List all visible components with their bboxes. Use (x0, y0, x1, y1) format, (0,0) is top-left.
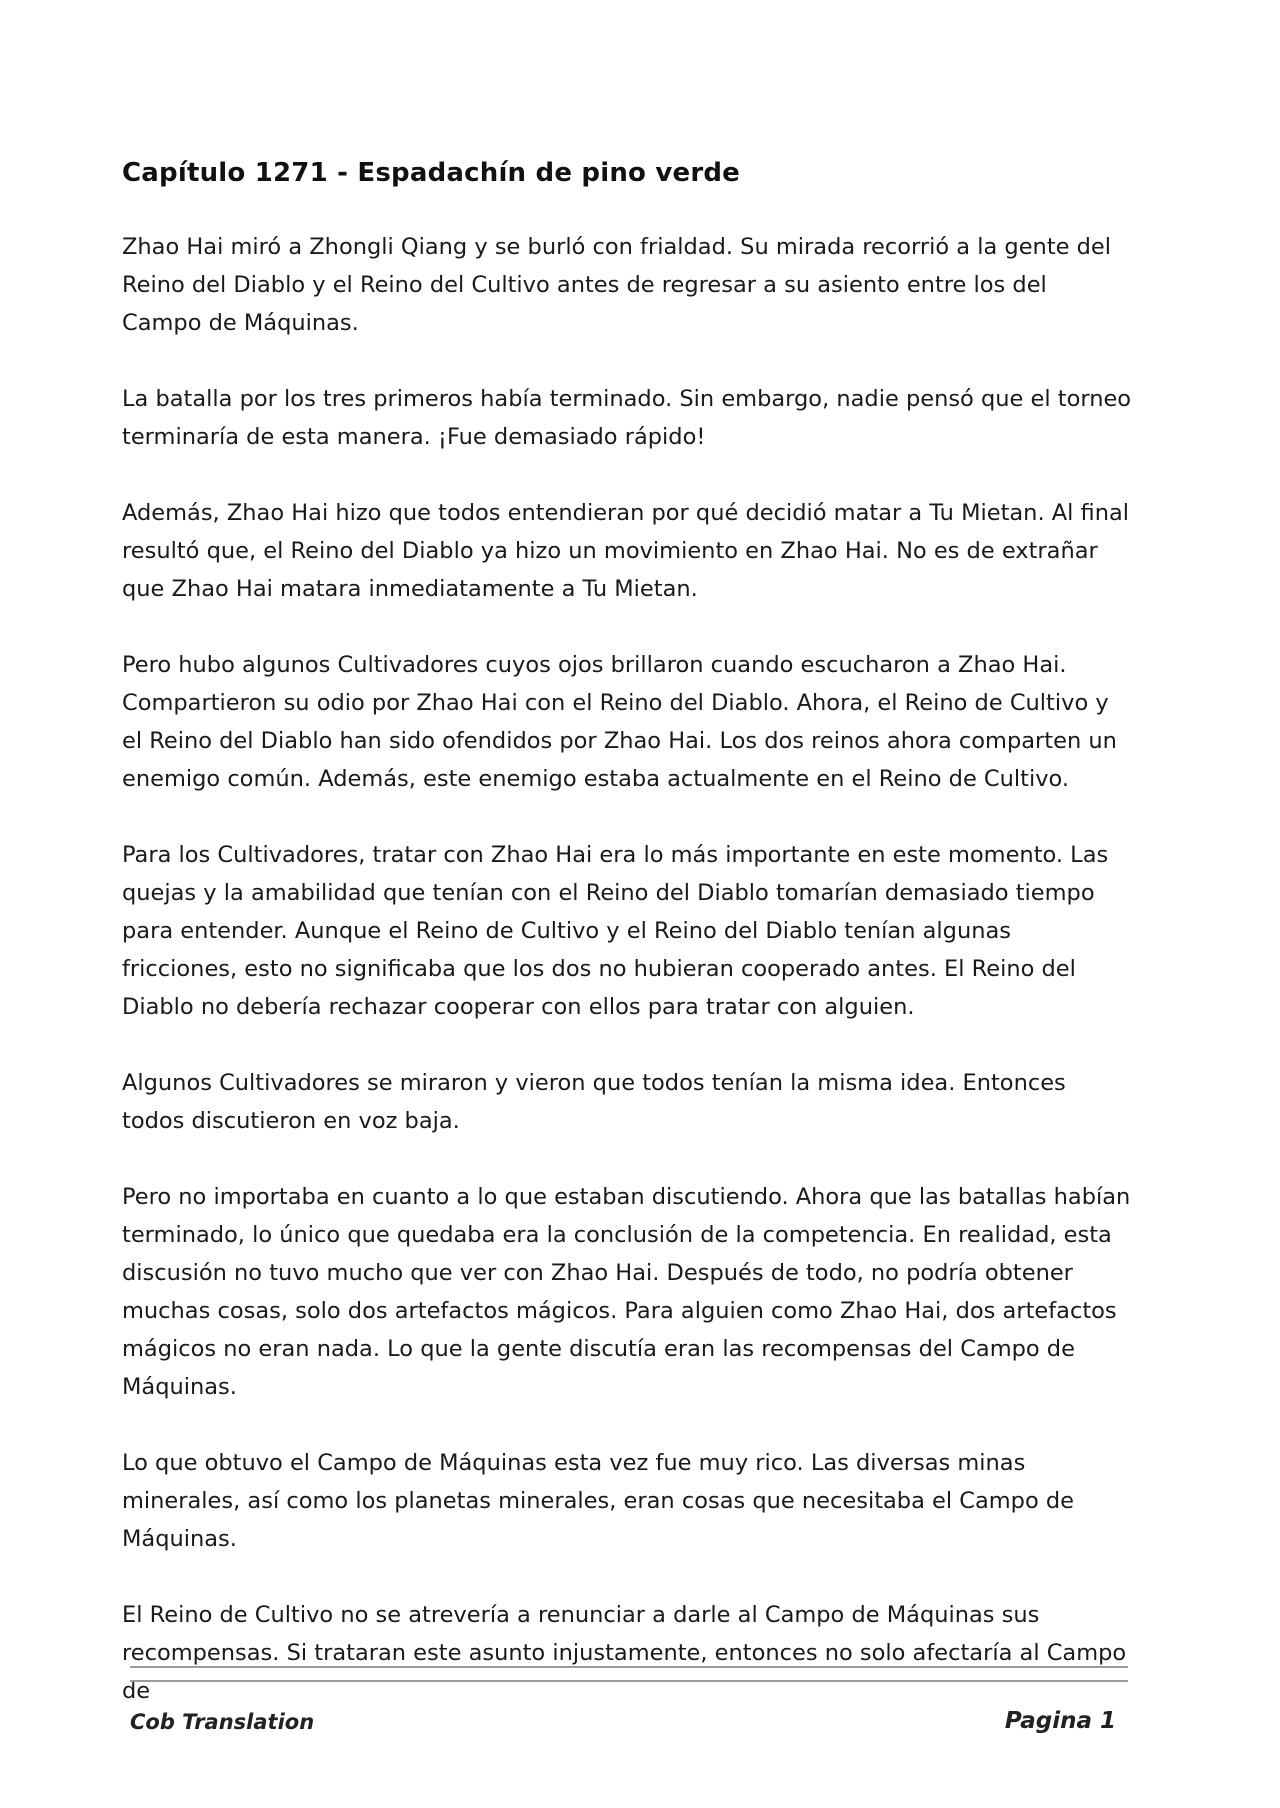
paragraph: El Reino de Cultivo no se atrevería a renunciar a darle al Campo de Máquinas sus recompensas. Si trataran este asunto injustamente, entonces no solo afectaría al Campo de (122, 1602, 1127, 1704)
footer-divider-bottom (130, 1680, 1128, 1682)
paragraph: Lo que obtuvo el Campo de Máquinas esta vez fue muy rico. Las diversas minas minerales, así como los planetas minerales, eran cosas que necesitaba el Campo de Máquinas. (122, 1450, 1075, 1552)
footer-source-label: Cob Translation (130, 1710, 315, 1734)
paragraph: Zhao Hai miró a Zhongli Qiang y se burló con frialdad. Su mirada recorrió a la gente del Reino del Diablo y el Reino del Cultivo antes de regresar a su asiento entre los del Campo de Máquinas. (122, 234, 1112, 336)
paragraph: Pero hubo algunos Cultivadores cuyos ojos brillaron cuando escucharon a Zhao Hai. Compartieron su odio por Zhao Hai con el Reino del Diablo. Ahora, el Reino de Cultivo y el Reino del Diablo han sido ofendidos por Zhao Hai. Los dos reinos ahora comparten un enemigo común. Además, este enemigo estaba actualmente en el Reino de Cultivo. (122, 652, 1117, 792)
footer-divider-top (130, 1666, 1128, 1668)
page-number: Pagina 1 (1004, 1708, 1116, 1734)
paragraph: Para los Cultivadores, tratar con Zhao Hai era lo más importante en este momento. Las quejas y la amabilidad que tenían con el Reino del Diablo tomarían demasiado tiempo para entender. Aunque el Reino de Cultivo y el Reino del Diablo tenían algunas fricciones, esto no significaba que los dos no hubieran cooperado antes. El Reino del Diablo no debería rechazar cooperar con ellos para tratar con alguien. (122, 842, 1109, 1020)
paragraph: Además, Zhao Hai hizo que todos entendieran por qué decidió matar a Tu Mietan. Al final resultó que, el Reino del Diablo ya hizo un movimiento en Zhao Hai. No es de extrañar que Zhao Hai matara inmediatamente a Tu Mietan. (122, 500, 1130, 602)
chapter-title: Capítulo 1271 - Espadachín de pino verde (122, 158, 741, 188)
paragraph: Algunos Cultivadores se miraron y vieron que todos tenían la misma idea. Entonces todos discutieron en voz baja. (122, 1070, 1066, 1134)
paragraph: La batalla por los tres primeros había terminado. Sin embargo, nadie pensó que el torneo terminaría de esta manera. ¡Fue demasiado rápido! (122, 386, 1132, 450)
document-body (122, 158, 1132, 1748)
paragraph: Pero no importaba en cuanto a lo que estaban discutiendo. Ahora que las batallas habían terminado, lo único que quedaba era la conclusión de la competencia. En realidad, esta discusión no tuvo mucho que ver con Zhao Hai. Después de todo, no podría obtener muchas cosas, solo dos artefactos mágicos. Para alguien como Zhao Hai, dos artefactos mágicos no eran nada. Lo que la gente discutía eran las recompensas del Campo de Máquinas. (122, 1184, 1131, 1400)
